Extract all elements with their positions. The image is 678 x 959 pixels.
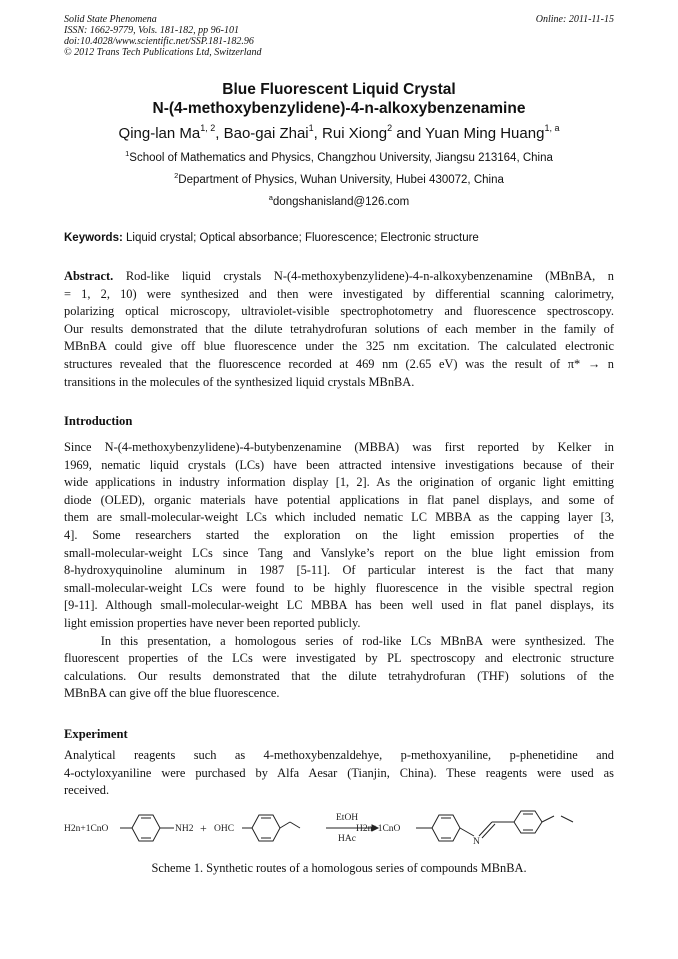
title-line-2: N-(4-methoxybenzylidene)-4-n-alkoxybenzenamine <box>152 100 526 117</box>
abstract <box>64 268 614 391</box>
affiliation-1 <box>40 151 638 165</box>
abstract-line: structures revealed that the fluorescence recorded at 469 nm (2.65 eV) was the result of π* → n <box>64 356 614 371</box>
abstract-line: transitions in the molecules of the synthesized liquid crystals MBnBA. <box>64 374 415 389</box>
keywords <box>64 231 624 245</box>
author-sup: 1, 2 <box>200 123 216 133</box>
keywords-text: Liquid crystal; Optical absorbance; Fluorescence; Electronic structure <box>122 232 479 244</box>
author-name: Rui Xiong <box>322 125 388 142</box>
introduction-heading: Introduction <box>64 414 133 428</box>
corresponding-email <box>40 195 638 209</box>
intro-line: 4]. Some researchers started the exploration on the light emission properties of the <box>64 527 614 542</box>
affiliation-sup: 2 <box>174 171 179 180</box>
paper-title <box>40 80 638 118</box>
abstract-line <box>64 268 614 286</box>
journal-header <box>64 14 424 58</box>
experiment-heading: Experiment <box>64 727 128 741</box>
affiliation-text: School of Mathematics and Physics, Changzhou University, Jiangsu 213164, China <box>129 152 553 164</box>
keywords-label: Keywords: <box>64 232 123 244</box>
imine-nitrogen: N <box>473 837 480 847</box>
benzene-ring <box>132 815 160 841</box>
abstract-line: polarizing optical microscopy, ultraviolet-visible spectrophotometry and fluorescence spectroscopy. <box>64 304 614 319</box>
intro-line: Since N-(4-methoxybenzylidene)-4-butybenzenamine (MBBA) was first reported by Kelker in <box>64 440 614 454</box>
amine-group: NH2 <box>175 824 194 834</box>
abstract-line: MBnBA could give off blue fluorescence under the 325 nm excitation. The calculated electronic <box>64 339 614 354</box>
intro-line: them are small-molecular-weight LCs which included nematic LC MBBA as the capping layer [3, <box>64 510 614 525</box>
experiment-line: Analytical reagents such as 4-methoxybenzaldehye, p-methoxyaniline, p-phenetidine and <box>64 748 614 762</box>
affiliation-sup: 1 <box>125 149 130 158</box>
intro-line: In this presentation, a homologous series of rod-like LCs MBnBA were synthesized. The <box>64 633 614 648</box>
product-alkoxy-group: H2n+1CnO <box>356 824 401 834</box>
intro-line: small-molecular-weight LCs were found to be highly fluorescence in the visible spectral region <box>64 580 614 595</box>
intro-line: fluorescent properties of the LCs were investigated by PL spectroscopy and electronic structure <box>64 651 614 666</box>
intro-line: 1969, nematic liquid crystals (LCs) have been attracted intensive investigations because of their <box>64 457 614 472</box>
author-sup: 1, a <box>544 123 560 133</box>
author-list <box>40 124 638 144</box>
intro-line: wide applications in industry information display [1, 2]. As the origination of organic light emitting <box>64 475 614 490</box>
email-address[interactable]: dongshanisland@126.com <box>272 196 410 208</box>
introduction-body <box>64 439 614 703</box>
plus-sign: + <box>200 821 207 835</box>
experiment-line: 4-octyloxyaniline were purchased by Alfa Aesar (Tianjin, China). These reagents were used as <box>64 765 614 780</box>
condition-catalyst: HAc <box>338 834 356 844</box>
reactant-alkoxy-group: H2n+1CnO <box>64 824 109 834</box>
author-name: Yuan Ming Huang <box>425 125 545 142</box>
issn-line: ISSN: 1662-9779, Vols. 181-182, pp 96-101 <box>64 25 239 36</box>
author-separator: , <box>313 125 323 142</box>
copyright-line: © 2012 Trans Tech Publications Ltd, Switzerland <box>64 47 262 58</box>
online-date-text: Online: 2011-11-15 <box>535 14 614 25</box>
aldehyde-group: OHC <box>214 824 235 834</box>
experiment-line: received. <box>64 783 110 798</box>
online-date <box>536 14 614 25</box>
author-separator: and <box>392 125 426 142</box>
affiliation-2 <box>40 173 638 187</box>
benzene-ring <box>432 815 460 841</box>
abstract-label: Abstract. <box>64 269 114 283</box>
condition-solvent: EtOH <box>336 813 359 823</box>
title-line-1: Blue Fluorescent Liquid Crystal <box>222 81 456 98</box>
reaction-diagram <box>64 808 614 848</box>
scheme-caption: Scheme 1. Synthetic routes of a homologous series of compounds MBnBA. <box>151 861 527 875</box>
author-name: Qing-lan Ma <box>118 125 201 142</box>
email-sup: a <box>268 193 273 202</box>
author-separator: , <box>215 125 224 142</box>
intro-line: calculations. Our results demonstrated that the dilute tetrahydrofuran (THF) solutions of the <box>64 668 614 683</box>
abstract-line: Our results demonstrated that the dilute tetrahydrofuran solutions of each member in the family of <box>64 321 614 336</box>
abstract-line: = 1, 2, 10) were synthesized and then were investigated by differential scanning calorimetry, <box>64 286 614 301</box>
intro-line: diode (OLED), organic materials have potential applications in flat panel displays, and some of <box>64 492 614 507</box>
author-sup: 2 <box>387 123 393 133</box>
author-name: Bao-gai Zhai <box>223 125 309 142</box>
intro-line: light emission properties have never been reported publicly. <box>64 615 361 630</box>
intro-line: small-molecular-weight LCs since Tang and Vanslyke’s report on the blue light emission from <box>64 545 614 560</box>
author-sup: 1 <box>308 123 314 133</box>
intro-line: 8-hydroxyquinoline aluminum in 1987 [5-11]. Of particular interest is the fact that many <box>64 563 614 578</box>
intro-line: [9-11]. Although small-molecular-weight LC MBBA has been well used in flat panel displays, its <box>64 598 614 613</box>
intro-line: MBnBA can give off the blue fluorescence. <box>64 686 280 701</box>
doi-line[interactable]: doi:10.4028/www.scientific.net/SSP.181-182.96 <box>64 36 254 47</box>
abstract-line-text: Rod-like liquid crystals N-(4-methoxybenzylidene)-4-n-alkoxybenzenamine (MBnBA, n <box>113 269 614 283</box>
benzene-ring <box>252 815 280 841</box>
experiment-body <box>64 747 614 800</box>
affiliation-text: Department of Physics, Wuhan University, Hubei 430072, China <box>178 174 504 186</box>
journal-name: Solid State Phenomena <box>64 14 157 25</box>
synthesis-scheme <box>64 808 614 848</box>
